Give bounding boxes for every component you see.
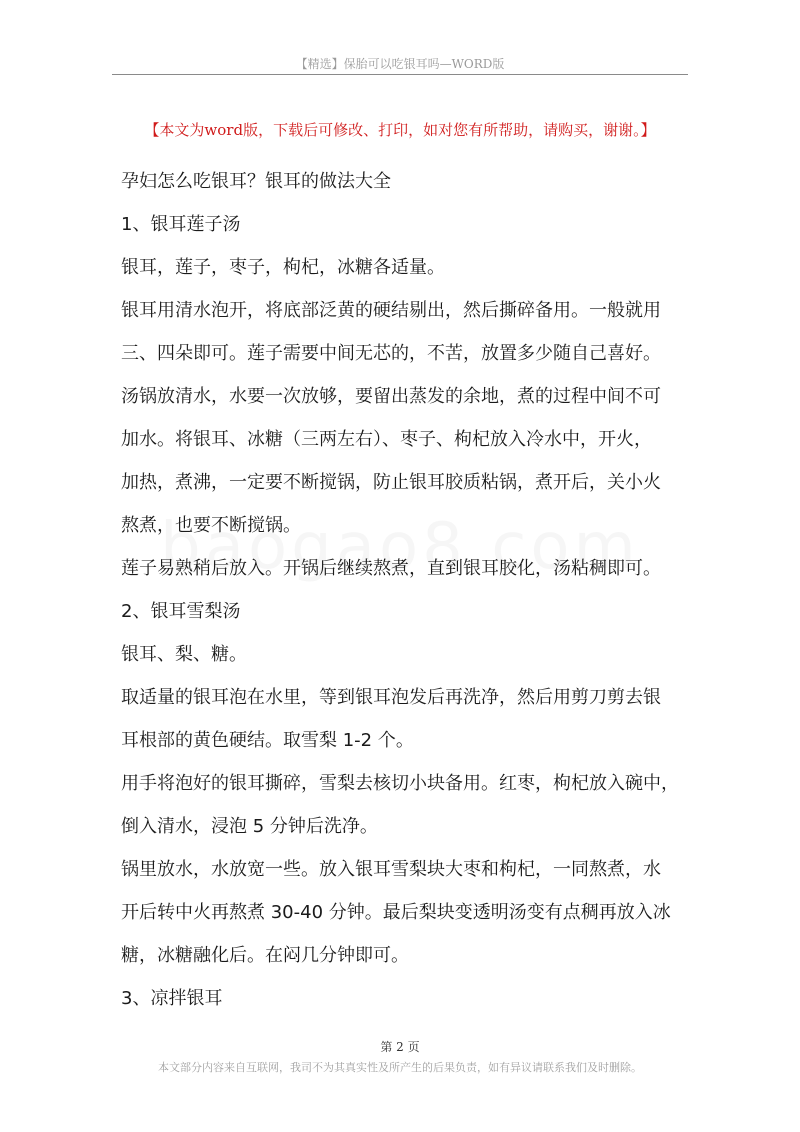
paragraph-line: 加热，煮沸，一定要不断搅锅，防止银耳胶质粘锅，煮开后，关小火: [121, 472, 661, 493]
section-heading-3: 3、凉拌银耳: [121, 988, 223, 1009]
paragraph-line: 银耳、梨、糖。: [121, 644, 247, 665]
paragraph-line: 汤锅放清水，水要一次放够，要留出蒸发的余地，煮的过程中间不可: [121, 386, 661, 407]
page-header: 【精选】保胎可以吃银耳吗—WORD版: [295, 57, 505, 71]
paragraph-line: 银耳，莲子，枣子，枸杞，冰糖各适量。: [121, 257, 445, 278]
paragraph-line: 糖，冰糖融化后。在闷几分钟即可。: [121, 945, 409, 966]
purchase-notice: 【本文为word版，下载后可修改、打印，如对您有所帮助，请购买，谢谢。】: [144, 121, 656, 139]
paragraph-line: 开后转中火再熬煮 30-40 分钟。最后梨块变透明汤变有点稠再放入冰: [121, 902, 671, 923]
paragraph-line: 熬煮，也要不断搅锅。: [121, 515, 301, 536]
section-heading-2: 2、银耳雪梨汤: [121, 601, 241, 622]
paragraph-line: 倒入清水，浸泡 5 分钟后洗净。: [121, 816, 378, 837]
paragraph-line: 用手将泡好的银耳撕碎，雪梨去核切小块备用。红枣，枸杞放入碗中，: [121, 773, 679, 794]
paragraph-line: 锅里放水，水放宽一些。放入银耳雪梨块大枣和枸杞，一同熬煮，水: [121, 859, 661, 880]
header-rule: [112, 74, 688, 75]
paragraph-line: 银耳用清水泡开，将底部泛黄的硬结剔出，然后撕碎备用。一般就用: [121, 300, 661, 321]
paragraph-line: 莲子易熟稍后放入。开锅后继续熬煮，直到银耳胶化，汤粘稠即可。: [121, 558, 661, 579]
paragraph-line: 耳根部的黄色硬结。取雪梨 1-2 个。: [121, 730, 414, 751]
page-number: 第 2 页: [380, 1040, 420, 1054]
paragraph-line: 三、四朵即可。莲子需要中间无芯的，不苦，放置多少随自己喜好。: [121, 343, 661, 364]
section-heading-1: 1、银耳莲子汤: [121, 214, 241, 235]
document-title: 孕妇怎么吃银耳？银耳的做法大全: [121, 171, 391, 192]
footer-disclaimer: 本文部分内容来自互联网，我司不为其真实性及所产生的后果负责，如有异议请联系我们及时删除。: [158, 1061, 642, 1074]
document-body: [121, 160, 681, 1020]
paragraph-line: 取适量的银耳泡在水里，等到银耳泡发后再洗净，然后用剪刀剪去银: [121, 687, 661, 708]
paragraph-line: 加水。将银耳、冰糖（三两左右）、枣子、枸杞放入冷水中，开火，: [121, 429, 652, 450]
